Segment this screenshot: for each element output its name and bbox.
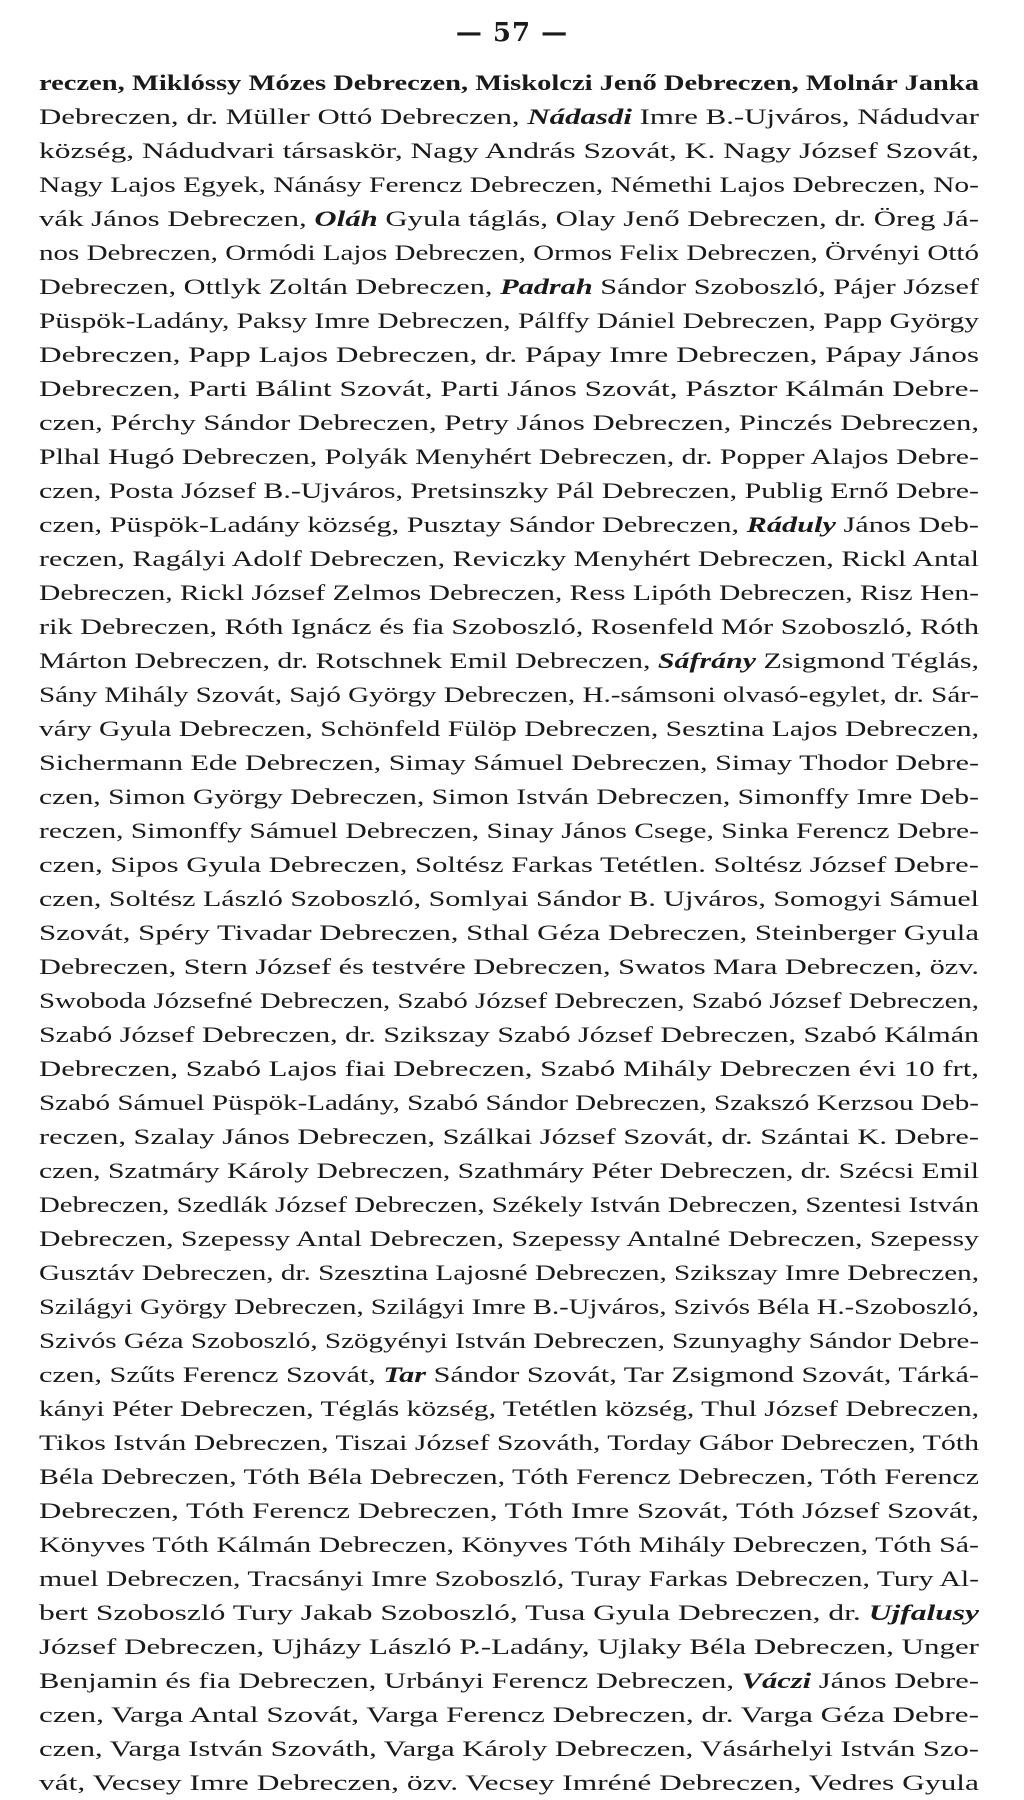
text-segment: Benjamin és fia Debreczen, Urbányi Ferencz Debreczen, <box>39 1668 742 1693</box>
text-line <box>39 1698 979 1732</box>
text-segment: vák János Debreczen, <box>39 206 315 231</box>
text-line <box>39 1154 979 1188</box>
text-segment: Szabó József Debreczen, dr. Szikszay Szabó József Debreczen, Szabó Kálmán <box>39 1022 979 1047</box>
emphasized-name: Sáfrány <box>657 648 757 673</box>
text-line <box>39 1222 979 1256</box>
text-segment: Sichermann Ede Debreczen, Simay Sámuel Debreczen, Simay Thodor Debre- <box>39 750 979 775</box>
text-line <box>39 1732 979 1766</box>
text-line <box>39 1664 979 1698</box>
text-segment: czen, Pérchy Sándor Debreczen, Petry János Debreczen, Pinczés Debreczen, <box>39 410 979 435</box>
text-line <box>39 1392 979 1426</box>
text-line <box>39 1562 979 1596</box>
page-number: — 57 — <box>455 18 569 48</box>
text-line <box>39 1426 979 1460</box>
text-segment: kányi Péter Debreczen, Téglás község, Tetétlen község, Thul József Debreczen, <box>39 1396 979 1421</box>
text-segment: Debreczen, Parti Bálint Szovát, Parti János Szovát, Pásztor Kálmán Debre- <box>39 376 979 401</box>
text-segment: Debreczen, Szepessy Antal Debreczen, Szepessy Antalné Debreczen, Szepessy <box>39 1226 979 1251</box>
text-segment: Debreczen, Tóth Ferencz Debreczen, Tóth Imre Szovát, Tóth József Szovát, <box>39 1498 979 1523</box>
text-segment: muel Debreczen, Tracsányi Imre Szoboszló, Turay Farkas Debreczen, Tury Al- <box>39 1566 979 1591</box>
text-line <box>39 508 979 542</box>
text-segment: Szovát, Spéry Tivadar Debreczen, Sthal Géza Debreczen, Steinberger Gyula <box>39 920 979 945</box>
text-segment: Debreczen, Szedlák József Debreczen, Székely István Debreczen, Szentesi István <box>39 1192 979 1217</box>
text-line <box>39 1290 979 1324</box>
text-line <box>39 1358 979 1392</box>
text-line <box>39 916 979 950</box>
text-segment: Debreczen, Szabó Lajos fiai Debreczen, Szabó Mihály Debreczen évi 10 frt, <box>39 1056 979 1081</box>
text-segment: Plhal Hugó Debreczen, Polyák Menyhért Debreczen, dr. Popper Alajos Debre- <box>39 444 979 469</box>
text-segment: Szivós Géza Szoboszló, Szögyényi István Debreczen, Szunyaghy Sándor Debre- <box>39 1328 979 1353</box>
text-line <box>39 1086 979 1120</box>
text-segment: János Deb- <box>835 512 979 537</box>
text-segment: Debreczen, dr. Müller Ottó Debreczen, <box>39 104 528 129</box>
text-line <box>39 66 979 100</box>
text-segment: Debreczen, Rickl József Zelmos Debreczen, Ress Lipóth Debreczen, Risz Hen- <box>39 580 979 605</box>
text-line <box>39 542 979 576</box>
text-segment: János Debre- <box>811 1668 979 1693</box>
text-line <box>39 1256 979 1290</box>
text-line <box>39 406 979 440</box>
text-line <box>39 984 979 1018</box>
text-line <box>39 746 979 780</box>
text-segment: Szabó Sámuel Püspök-Ladány, Szabó Sándor Debreczen, Szakszó Kerzsou Deb- <box>39 1090 979 1115</box>
text-line <box>39 780 979 814</box>
text-line <box>39 100 979 134</box>
text-line <box>39 576 979 610</box>
body-text <box>39 66 979 1800</box>
text-line <box>39 338 979 372</box>
text-segment: czen, Sipos Gyula Debreczen, Soltész Farkas Tetétlen. Soltész József Debre- <box>39 852 979 877</box>
text-segment: reczen, Szalay János Debreczen, Szálkai József Szovát, dr. Szántai K. Debre- <box>39 1124 979 1149</box>
text-segment: reczen, Ragályi Adolf Debreczen, Reviczky Menyhért Debreczen, Rickl Antal <box>39 546 979 571</box>
emphasized-name: Ráduly <box>746 512 836 537</box>
text-segment: Nagy Lajos Egyek, Nánásy Ferencz Debreczen, Némethi Lajos Debreczen, No- <box>39 172 979 197</box>
text-segment: Püspök-Ladány, Paksy Imre Debreczen, Pálffy Dániel Debreczen, Papp György <box>39 308 979 333</box>
text-line <box>39 610 979 644</box>
text-segment: czen, Varga Antal Szovát, Varga Ferencz Debreczen, dr. Varga Géza Debre- <box>39 1702 979 1727</box>
text-line <box>39 1188 979 1222</box>
text-segment: Debreczen, Stern József és testvére Debreczen, Swatos Mara Debreczen, özv. <box>39 954 979 979</box>
text-segment: Debreczen, Ottlyk Zoltán Debreczen, <box>39 274 501 299</box>
text-line <box>39 1494 979 1528</box>
emphasized-name: Padrah <box>500 274 593 299</box>
text-segment: Imre B.-Ujváros, Nádudvar <box>631 104 979 129</box>
text-line <box>39 1120 979 1154</box>
text-line <box>39 1324 979 1358</box>
text-line <box>39 1018 979 1052</box>
text-segment: Sándor Szoboszló, Pájer József <box>592 274 979 299</box>
text-line <box>39 168 979 202</box>
text-segment: bert Szoboszló Tury Jakab Szoboszló, Tusa Gyula Debreczen, dr. <box>39 1600 869 1625</box>
text-line <box>39 1766 979 1800</box>
text-line <box>39 134 979 168</box>
text-segment: Könyves Tóth Kálmán Debreczen, Könyves Tóth Mihály Debreczen, Tóth Sá- <box>39 1532 979 1557</box>
text-line <box>39 950 979 984</box>
text-line <box>39 1528 979 1562</box>
text-line <box>39 644 979 678</box>
text-line <box>39 1052 979 1086</box>
text-segment: nos Debreczen, Ormódi Lajos Debreczen, Ormos Felix Debreczen, Örvényi Ottó <box>39 240 979 265</box>
text-segment: czen, Szatmáry Károly Debreczen, Szathmáry Péter Debreczen, dr. Szécsi Emil <box>39 1158 979 1183</box>
text-line <box>39 712 979 746</box>
text-segment: váry Gyula Debreczen, Schönfeld Fülöp Debreczen, Sesztina Lajos Debreczen, <box>39 716 979 741</box>
text-line <box>39 1596 979 1630</box>
text-segment: czen, Soltész László Szoboszló, Somlyai Sándor B. Ujváros, Somogyi Sámuel <box>39 886 979 911</box>
text-segment: Sány Mihály Szovát, Sajó György Debreczen, H.-sámsoni olvasó-egylet, dr. Sár- <box>39 682 979 707</box>
emphasized-name: Váczi <box>741 1668 812 1693</box>
text-segment: czen, Szűts Ferencz Szovát, <box>39 1362 384 1387</box>
text-segment: czen, Püspök-Ladány község, Pusztay Sándor Debreczen, <box>39 512 747 537</box>
text-line <box>39 270 979 304</box>
text-segment: reczen, Miklóssy Mózes Debreczen, Miskolczi Jenő Debreczen, Molnár Janka <box>39 70 979 95</box>
text-line <box>39 202 979 236</box>
text-line <box>39 236 979 270</box>
text-segment: Zsigmond Téglás, <box>756 648 979 673</box>
text-line <box>39 474 979 508</box>
text-segment: Béla Debreczen, Tóth Béla Debreczen, Tóth Ferencz Debreczen, Tóth Ferencz <box>39 1464 979 1489</box>
text-segment: Gusztáv Debreczen, dr. Szesztina Lajosné Debreczen, Szikszay Imre Debreczen, <box>39 1260 979 1285</box>
text-segment: reczen, Simonffy Sámuel Debreczen, Sinay János Csege, Sinka Ferencz Debre- <box>39 818 979 843</box>
text-segment: Márton Debreczen, dr. Rotschnek Emil Debreczen, <box>39 648 658 673</box>
text-line <box>39 440 979 474</box>
emphasized-name: Nádasdi <box>527 104 632 129</box>
text-line <box>39 304 979 338</box>
text-line <box>39 1630 979 1664</box>
text-segment: czen, Simon György Debreczen, Simon István Debreczen, Simonffy Imre Deb- <box>39 784 979 809</box>
text-segment: Szilágyi György Debreczen, Szilágyi Imre B.-Ujváros, Szivós Béla H.-Szoboszló, <box>39 1294 979 1319</box>
text-segment: József Debreczen, Ujházy László P.-Ladány, Ujlaky Béla Debreczen, Unger <box>39 1634 979 1659</box>
emphasized-name: Tar <box>383 1362 427 1387</box>
text-segment: Tikos István Debreczen, Tiszai József Szováth, Torday Gábor Debreczen, Tóth <box>39 1430 979 1455</box>
text-line <box>39 848 979 882</box>
text-line <box>39 814 979 848</box>
text-segment: község, Nádudvari társaskör, Nagy András Szovát, K. Nagy József Szovát, <box>39 138 979 163</box>
text-line <box>39 678 979 712</box>
text-segment: Swoboda Józsefné Debreczen, Szabó József Debreczen, Szabó József Debreczen, <box>39 988 979 1013</box>
text-segment: Gyula táglás, Olay Jenő Debreczen, dr. Öreg Já- <box>377 206 979 231</box>
text-line <box>39 372 979 406</box>
text-segment: Sándor Szovát, Tar Zsigmond Szovát, Tárká- <box>426 1362 979 1387</box>
text-segment: czen, Posta József B.-Ujváros, Pretsinszky Pál Debreczen, Publig Ernő Debre- <box>39 478 979 503</box>
text-segment: Debreczen, Papp Lajos Debreczen, dr. Pápay Imre Debreczen, Pápay János <box>39 342 979 367</box>
text-line <box>39 1460 979 1494</box>
text-segment: rik Debreczen, Róth Ignácz és fia Szoboszló, Rosenfeld Mór Szoboszló, Róth <box>39 614 979 639</box>
emphasized-name: Ujfalusy <box>868 1600 979 1625</box>
text-segment: vát, Vecsey Imre Debreczen, özv. Vecsey Imréné Debreczen, Vedres Gyula <box>39 1770 979 1795</box>
text-line <box>39 882 979 916</box>
emphasized-name: Oláh <box>314 206 378 231</box>
text-segment: czen, Varga István Szováth, Varga Károly Debreczen, Vásárhelyi István Szo- <box>39 1736 979 1761</box>
